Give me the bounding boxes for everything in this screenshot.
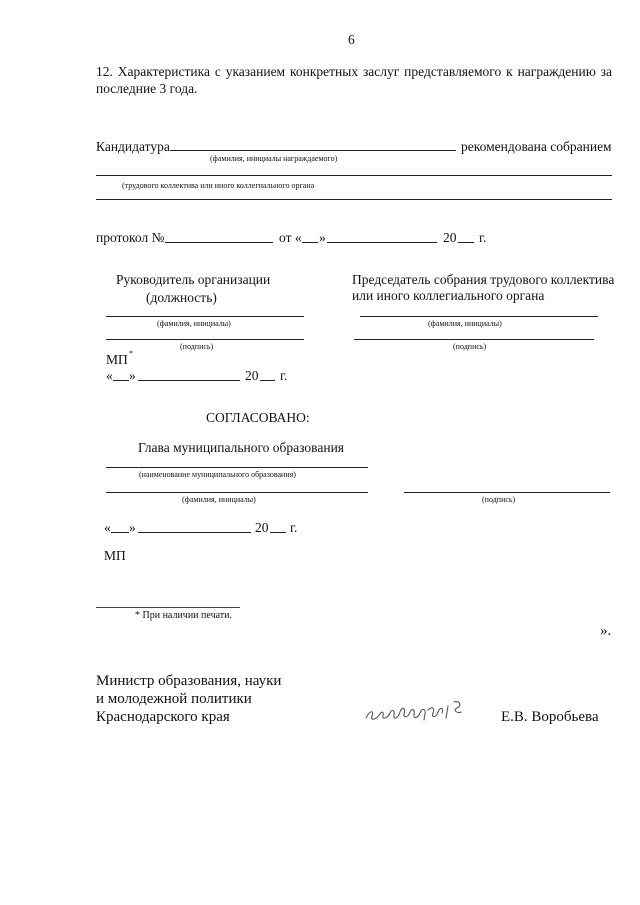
head-org-year-suffix: г. bbox=[280, 368, 288, 383]
chairman-title-2: или иного коллегиального органа bbox=[352, 288, 545, 303]
protocol-number-line bbox=[165, 242, 273, 243]
munic-name-line bbox=[106, 467, 368, 468]
protocol-year-prefix: 20 bbox=[443, 230, 457, 245]
candidate-name-line bbox=[170, 150, 456, 151]
protocol-close-quote: » bbox=[319, 230, 326, 245]
head-org-position: (должность) bbox=[146, 290, 217, 305]
chairman-caption-name: (фамилия, инициалы) bbox=[428, 319, 502, 328]
head-org-name-line bbox=[106, 316, 304, 317]
agreed-caption-name: (фамилия, инициалы) bbox=[182, 495, 256, 504]
head-org-mp: МП bbox=[106, 352, 128, 367]
recommended-by-text: рекомендована собранием bbox=[461, 139, 612, 154]
protocol-month-line bbox=[327, 242, 437, 243]
agreed-date-open: « bbox=[104, 520, 111, 535]
agreed-caption-sign: (подпись) bbox=[482, 495, 516, 504]
head-org-title: Руководитель организации bbox=[116, 272, 271, 287]
minister-name: Е.В. Воробьева bbox=[501, 709, 599, 725]
section-12-line-2: последние 3 года. bbox=[96, 81, 198, 96]
caption-candidate-name: (фамилия, инициалы награждаемого) bbox=[210, 154, 338, 163]
chairman-name-line bbox=[360, 316, 598, 317]
closing-quote-mark: ». bbox=[600, 623, 612, 639]
agreed-year-prefix: 20 bbox=[255, 520, 269, 535]
chairman-sign-line bbox=[354, 339, 594, 340]
protocol-year-suffix: г. bbox=[479, 230, 487, 245]
agreed-date-close: » bbox=[129, 520, 136, 535]
minister-title-3: Краснодарского края bbox=[96, 709, 230, 725]
agreed-day-line bbox=[111, 532, 129, 533]
agreed-year-suffix: г. bbox=[290, 520, 298, 535]
mp-asterisk: * bbox=[129, 349, 133, 358]
chairman-title-1: Председатель собрания трудового коллектива bbox=[352, 272, 615, 287]
footnote: * При наличии печати. bbox=[135, 610, 232, 621]
section-12-line-1: 12. Характеристика с указанием конкретных заслуг представляемого к награждению за bbox=[96, 64, 612, 79]
minister-title-1: Министр образования, науки bbox=[96, 673, 282, 689]
head-org-caption-sign: (подпись) bbox=[180, 342, 214, 351]
agreed-sign-line bbox=[404, 492, 610, 493]
head-org-date-close: » bbox=[129, 368, 136, 383]
protocol-from: от « bbox=[279, 230, 302, 245]
caption-munic: (наименование муниципального образования) bbox=[139, 470, 296, 479]
head-org-year-prefix: 20 bbox=[245, 368, 259, 383]
footnote-divider bbox=[96, 607, 240, 608]
head-org-caption-name: (фамилия, инициалы) bbox=[157, 319, 231, 328]
agreed-month-line bbox=[138, 532, 251, 533]
head-org-sign-line bbox=[106, 339, 304, 340]
chairman-caption-sign: (подпись) bbox=[453, 342, 487, 351]
head-org-year-line bbox=[260, 380, 275, 381]
page-number: 6 bbox=[348, 32, 355, 47]
head-org-month-line bbox=[138, 380, 240, 381]
collective-line bbox=[96, 175, 612, 176]
agreed-year-line bbox=[270, 532, 286, 533]
protocol-label: протокол № bbox=[96, 230, 165, 245]
agreed-head-title: Глава муниципального образования bbox=[138, 440, 345, 455]
head-org-date-open: « bbox=[106, 368, 113, 383]
agreed-title: СОГЛАСОВАНО: bbox=[206, 410, 310, 425]
collective-line-2 bbox=[96, 199, 612, 200]
agreed-name-line bbox=[106, 492, 368, 493]
caption-collective: (трудового коллектива или иного коллегиального органа bbox=[122, 181, 315, 190]
minister-title-2: и молодежной политики bbox=[96, 691, 252, 707]
handwritten-signature bbox=[362, 696, 474, 726]
protocol-day-line bbox=[302, 242, 318, 243]
head-org-day-line bbox=[113, 380, 129, 381]
candidacy-label: Кандидатура bbox=[96, 139, 170, 154]
agreed-mp: МП bbox=[104, 548, 126, 563]
protocol-year-line bbox=[458, 242, 474, 243]
